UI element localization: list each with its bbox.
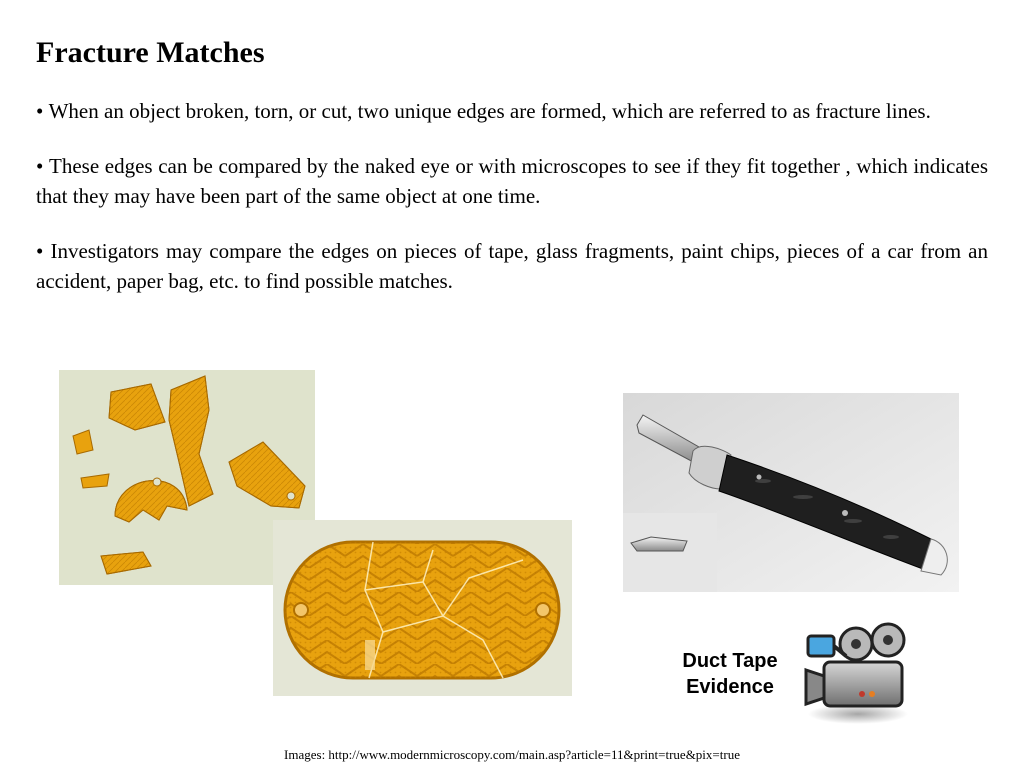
video-camera-icon[interactable] — [800, 618, 914, 726]
assembled-reflector-photo — [273, 520, 572, 696]
duct-tape-evidence-link[interactable] — [668, 648, 792, 700]
bullet-list — [36, 96, 988, 321]
bullet-item: • Investigators may compare the edges on pieces of tape, glass fragments, paint chips, pieces of a car from an accident, paper bag, etc. to find possible matches. — [36, 236, 988, 296]
duct-tape-label-line: Duct Tape — [682, 650, 778, 672]
bullet-item: • These edges can be compared by the naked eye or with microscopes to see if they fit together , which indicates that they may have been part of the same object at one time. — [36, 151, 988, 211]
evidence-label-line: Evidence — [686, 676, 774, 698]
slide-title: Fracture Matches — [36, 36, 265, 69]
image-credit: Images: http://www.modernmicroscopy.com/main.asp?article=11&print=true&pix=true — [284, 747, 740, 762]
broken-pocket-knife-photo — [623, 393, 959, 592]
bullet-item: • When an object broken, torn, or cut, two unique edges are formed, which are referred to as fracture lines. — [36, 96, 988, 126]
